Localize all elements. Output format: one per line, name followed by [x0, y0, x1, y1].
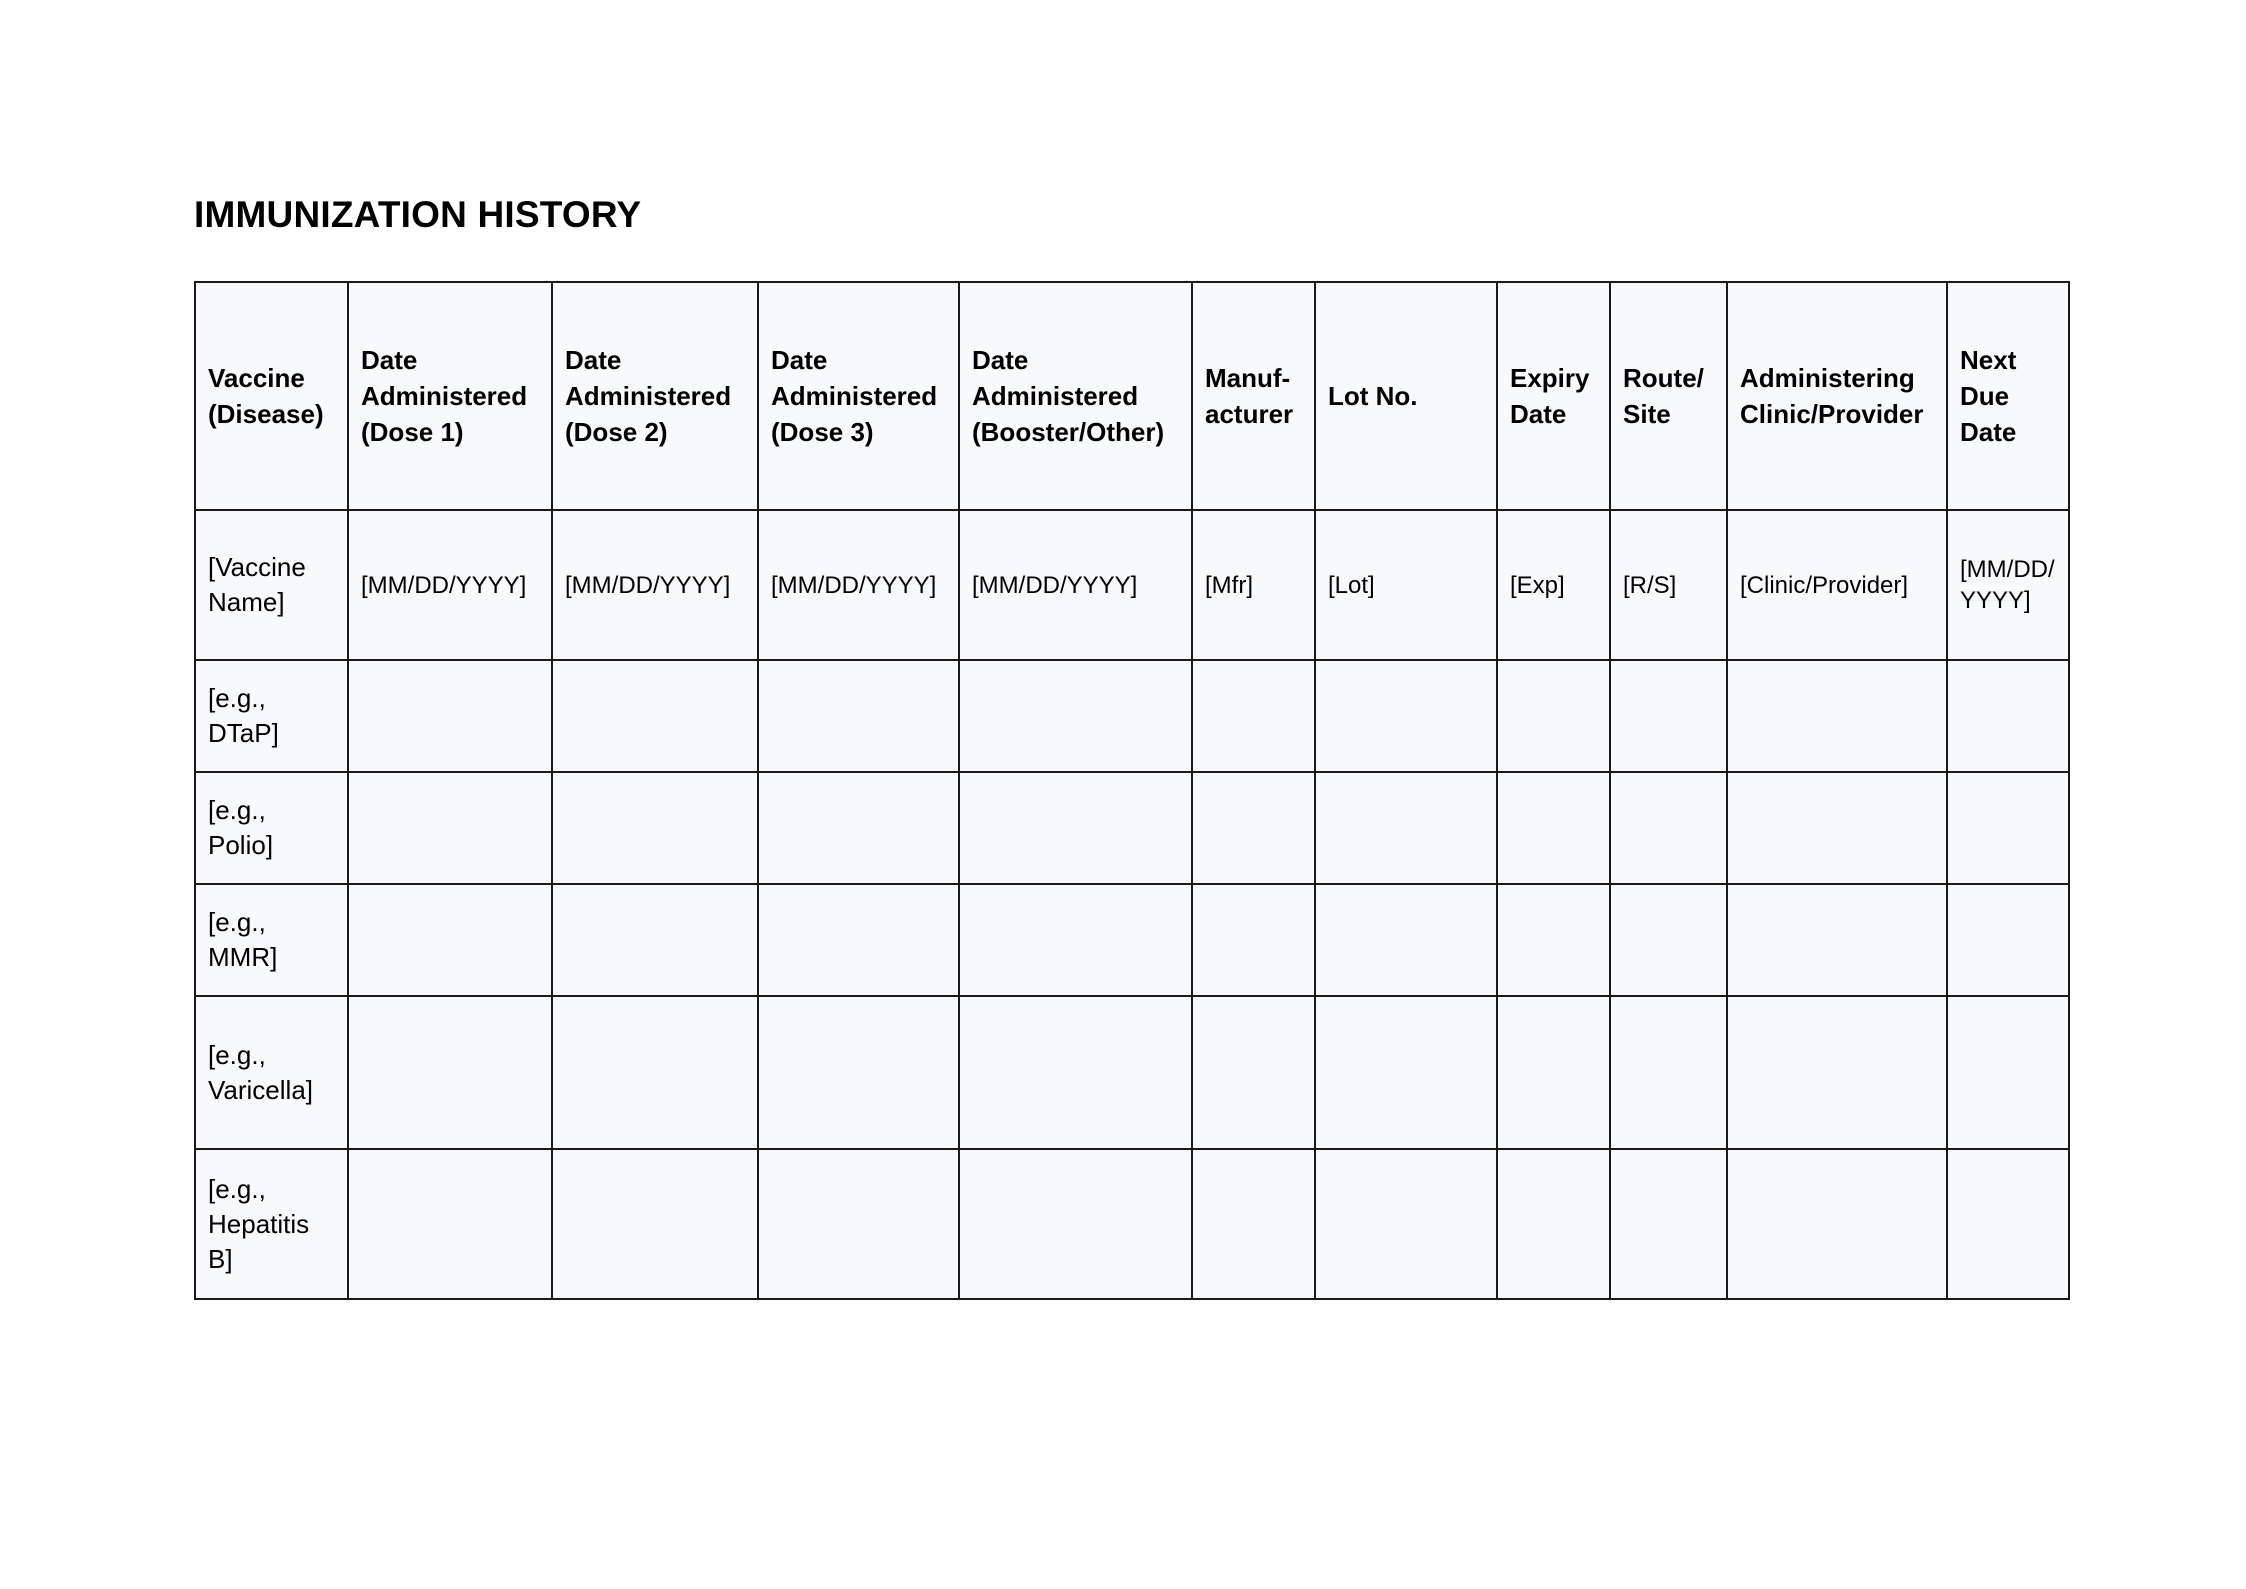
- vaccine-name-cell[interactable]: [e.g., DTaP]: [195, 660, 348, 772]
- expiry-date-cell[interactable]: [1497, 660, 1610, 772]
- immunization-table: [194, 281, 2070, 1300]
- clinic-provider-cell[interactable]: [1727, 996, 1947, 1149]
- dose-3-cell[interactable]: [758, 1149, 959, 1299]
- manufacturer-cell[interactable]: [1192, 996, 1315, 1149]
- table-row: [195, 660, 2069, 772]
- dose-3-cell[interactable]: [758, 884, 959, 996]
- booster-cell[interactable]: [MM/DD/YYYY]: [959, 510, 1192, 660]
- expiry-date-cell[interactable]: [1497, 884, 1610, 996]
- route-site-cell[interactable]: [1610, 996, 1727, 1149]
- manufacturer-cell[interactable]: [1192, 660, 1315, 772]
- page-title: IMMUNIZATION HISTORY: [194, 194, 642, 235]
- clinic-provider-cell[interactable]: [1727, 884, 1947, 996]
- lot-no-cell[interactable]: [1315, 772, 1497, 884]
- route-site-cell[interactable]: [1610, 772, 1727, 884]
- vaccine-name-cell[interactable]: [Vaccine Name]: [195, 510, 348, 660]
- table-row: [195, 1149, 2069, 1299]
- header-expiry-date: Expiry Date: [1497, 282, 1610, 510]
- next-due-date-cell[interactable]: [1947, 884, 2069, 996]
- route-site-cell[interactable]: [1610, 1149, 1727, 1299]
- next-due-date-cell[interactable]: [1947, 996, 2069, 1149]
- header-vaccine: Vaccine (Disease): [195, 282, 348, 510]
- header-route-site: Route/ Site: [1610, 282, 1727, 510]
- manufacturer-cell[interactable]: [Mfr]: [1192, 510, 1315, 660]
- table-row: [195, 772, 2069, 884]
- dose-2-cell[interactable]: [MM/DD/YYYY]: [552, 510, 758, 660]
- header-next-due-date: Next Due Date: [1947, 282, 2069, 510]
- dose-3-cell[interactable]: [758, 772, 959, 884]
- lot-no-cell[interactable]: [1315, 1149, 1497, 1299]
- expiry-date-cell[interactable]: [Exp]: [1497, 510, 1610, 660]
- header-dose-3: Date Administered (Dose 3): [758, 282, 959, 510]
- booster-cell[interactable]: [959, 660, 1192, 772]
- header-dose-2: Date Administered (Dose 2): [552, 282, 758, 510]
- dose-3-cell[interactable]: [MM/DD/YYYY]: [758, 510, 959, 660]
- route-site-cell[interactable]: [1610, 660, 1727, 772]
- next-due-date-cell[interactable]: [1947, 660, 2069, 772]
- next-due-date-cell[interactable]: [1947, 1149, 2069, 1299]
- lot-no-cell[interactable]: [1315, 996, 1497, 1149]
- manufacturer-cell[interactable]: [1192, 772, 1315, 884]
- header-booster: Date Administered (Booster/Other): [959, 282, 1192, 510]
- dose-1-cell[interactable]: [348, 772, 552, 884]
- expiry-date-cell[interactable]: [1497, 772, 1610, 884]
- clinic-provider-cell[interactable]: [1727, 1149, 1947, 1299]
- dose-1-cell[interactable]: [348, 660, 552, 772]
- dose-2-cell[interactable]: [552, 1149, 758, 1299]
- manufacturer-cell[interactable]: [1192, 884, 1315, 996]
- next-due-date-cell[interactable]: [MM/DD/ YYYY]: [1947, 510, 2069, 660]
- table-header-row: [195, 282, 2069, 510]
- vaccine-name-cell[interactable]: [e.g., Hepatitis B]: [195, 1149, 348, 1299]
- expiry-date-cell[interactable]: [1497, 996, 1610, 1149]
- dose-2-cell[interactable]: [552, 772, 758, 884]
- lot-no-cell[interactable]: [1315, 660, 1497, 772]
- booster-cell[interactable]: [959, 996, 1192, 1149]
- dose-2-cell[interactable]: [552, 996, 758, 1149]
- header-lot-no: Lot No.: [1315, 282, 1497, 510]
- table-row: [195, 996, 2069, 1149]
- vaccine-name-cell[interactable]: [e.g., MMR]: [195, 884, 348, 996]
- clinic-provider-cell[interactable]: [1727, 772, 1947, 884]
- clinic-provider-cell[interactable]: [1727, 660, 1947, 772]
- booster-cell[interactable]: [959, 772, 1192, 884]
- dose-1-cell[interactable]: [348, 1149, 552, 1299]
- booster-cell[interactable]: [959, 1149, 1192, 1299]
- dose-3-cell[interactable]: [758, 996, 959, 1149]
- route-site-cell[interactable]: [1610, 884, 1727, 996]
- dose-1-cell[interactable]: [MM/DD/YYYY]: [348, 510, 552, 660]
- vaccine-name-cell[interactable]: [e.g., Polio]: [195, 772, 348, 884]
- dose-2-cell[interactable]: [552, 660, 758, 772]
- dose-1-cell[interactable]: [348, 996, 552, 1149]
- manufacturer-cell[interactable]: [1192, 1149, 1315, 1299]
- route-site-cell[interactable]: [R/S]: [1610, 510, 1727, 660]
- clinic-provider-cell[interactable]: [Clinic/Provider]: [1727, 510, 1947, 660]
- booster-cell[interactable]: [959, 884, 1192, 996]
- vaccine-name-cell[interactable]: [e.g., Varicella]: [195, 996, 348, 1149]
- header-manufacturer: Manuf- acturer: [1192, 282, 1315, 510]
- expiry-date-cell[interactable]: [1497, 1149, 1610, 1299]
- dose-2-cell[interactable]: [552, 884, 758, 996]
- next-due-date-cell[interactable]: [1947, 772, 2069, 884]
- dose-1-cell[interactable]: [348, 884, 552, 996]
- header-dose-1: Date Administered (Dose 1): [348, 282, 552, 510]
- header-clinic-provider: Administering Clinic/Provider: [1727, 282, 1947, 510]
- lot-no-cell[interactable]: [Lot]: [1315, 510, 1497, 660]
- dose-3-cell[interactable]: [758, 660, 959, 772]
- table-row: [195, 884, 2069, 996]
- table-row: [195, 510, 2069, 660]
- lot-no-cell[interactable]: [1315, 884, 1497, 996]
